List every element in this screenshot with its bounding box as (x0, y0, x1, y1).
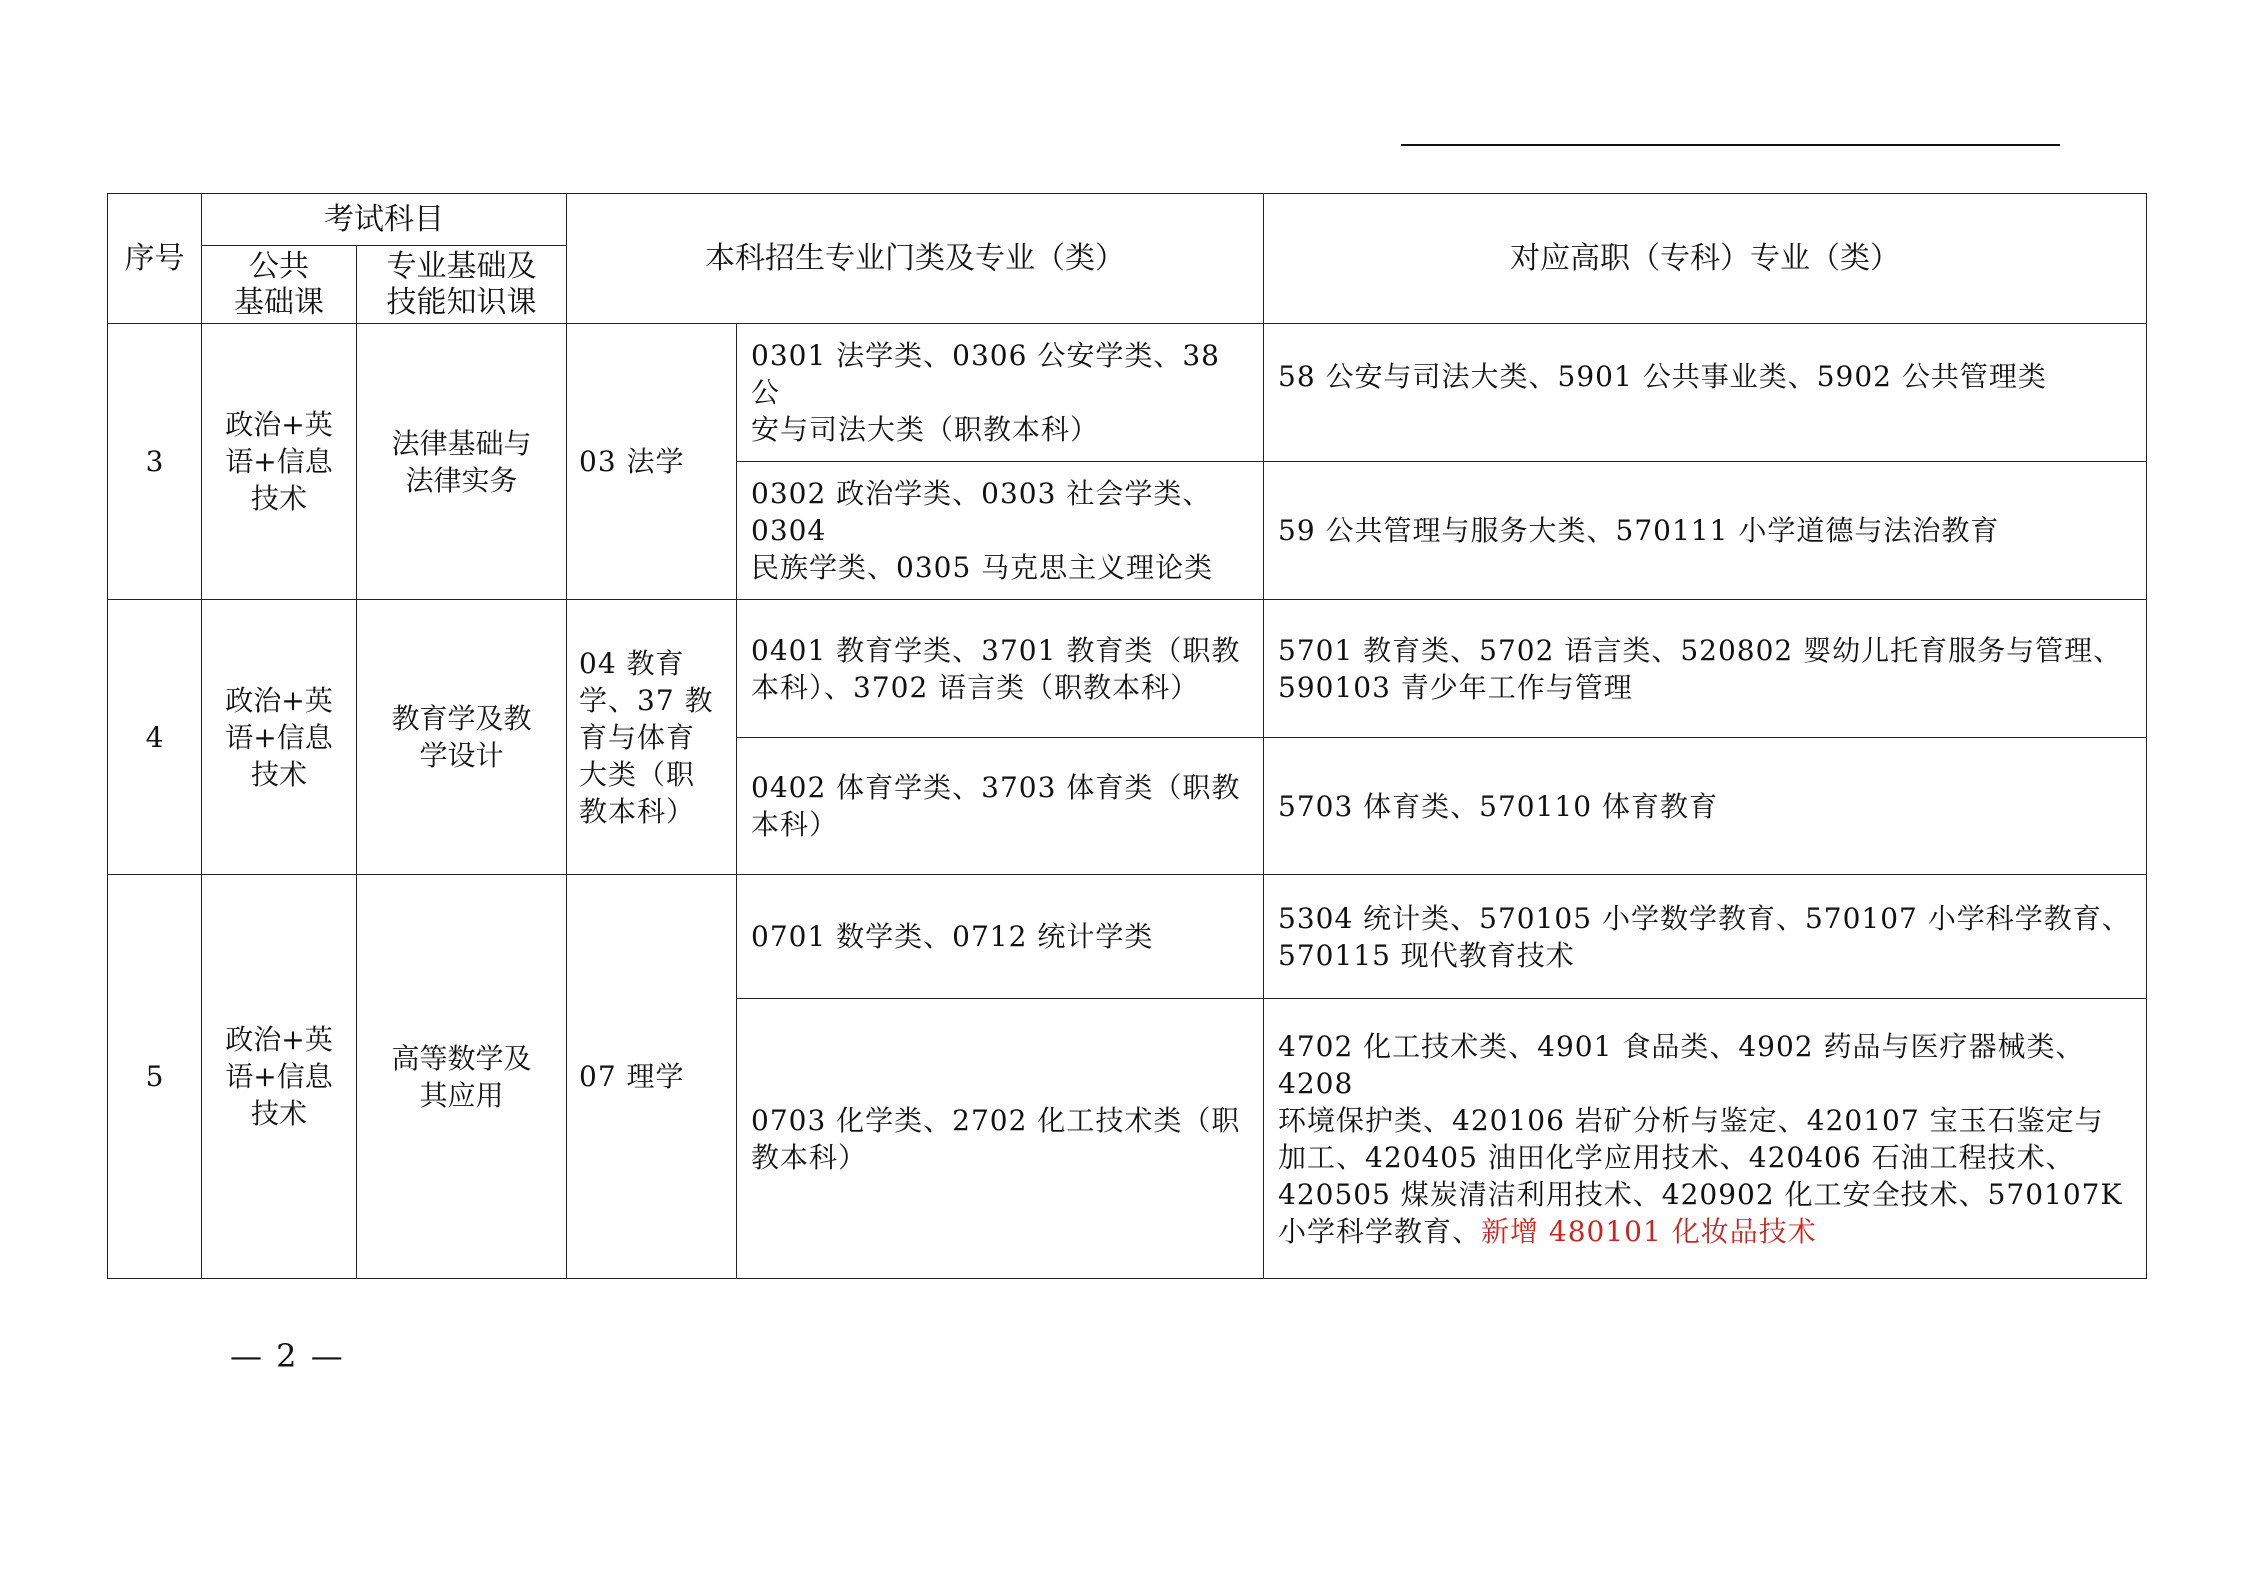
text-line: 本科）、3702 语言类（职教本科） (751, 670, 1200, 704)
row-major (737, 324, 1264, 462)
header-prof-line: 技能知识课 (386, 284, 537, 320)
row-public-course (202, 324, 357, 600)
text-line: 590103 青少年工作与管理 (1278, 670, 1633, 704)
text-line: 法律实务 (405, 463, 518, 497)
row-major (737, 875, 1264, 999)
text-line: 0701 数学类、0712 统计学类 (751, 920, 1154, 953)
row-vocational (1264, 600, 2147, 738)
text-line: 59 公共管理与服务大类、570111 小学道德与法治教育 (1278, 514, 2000, 547)
text-line: 0401 教育学类、3701 教育类（职教 (751, 633, 1241, 667)
row-public-course (202, 600, 357, 875)
admissions-table (107, 193, 2147, 1279)
text-line: 高等数学及 (391, 1041, 532, 1075)
text-line: 0301 法学类、0306 公安学类、38 公 (751, 339, 1220, 409)
text-line: 技术 (250, 482, 307, 515)
row-vocational (1264, 875, 2147, 999)
header-seq: 序号 (108, 194, 202, 324)
text-line: 4702 化工技术类、4901 食品类、4902 药品与医疗器械类、4208 (1278, 1029, 2085, 1100)
text-line: 5703 体育类、570110 体育教育 (1278, 789, 1718, 823)
row-seq: 5 (108, 875, 202, 1279)
text-line: 5701 教育类、5702 语言类、520802 婴幼儿托育服务与管理、 (1278, 633, 2123, 667)
header-public-line: 基础课 (234, 284, 324, 320)
text-line: 政治+英 (225, 1023, 333, 1056)
row-vocational (1264, 324, 2147, 462)
header-public-line: 公共 (249, 248, 309, 284)
text-line: 5304 统计类、570105 小学数学教育、570107 小学科学教育、 (1278, 901, 2131, 935)
text-line: 0703 化学类、2702 化工技术类（职 (751, 1103, 1241, 1137)
row-prof-course (357, 324, 567, 600)
text-line: 0302 政治学类、0303 社会学类、0304 (751, 477, 1212, 547)
row-vocational (1264, 999, 2147, 1279)
text-line: 其应用 (419, 1078, 504, 1112)
text-line: 学、37 教 (579, 683, 714, 717)
text-line: 570115 现代教育技术 (1278, 938, 1575, 972)
text-line: 03 法学 (579, 445, 685, 478)
text-line: 420505 煤炭清洁利用技术、420902 化工安全技术、570107K (1278, 1177, 2123, 1211)
text-line: 0402 体育学类、3703 体育类（职教 (751, 771, 1241, 804)
top-rule (1401, 144, 2060, 146)
text-line: 58 公安与司法大类、5901 公共事业类、5902 公共管理类 (1278, 360, 2047, 393)
text-line: 环境保护类、420106 岩矿分析与鉴定、420107 宝玉石鉴定与 (1278, 1103, 2104, 1137)
header-exam-subjects: 考试科目 (202, 194, 567, 246)
text-line: 04 教育 (579, 646, 685, 680)
text-fragment: 小学科学教育、 (1278, 1214, 1482, 1248)
text-line: 技术 (250, 1097, 307, 1130)
row-seq: 3 (108, 324, 202, 600)
row-major (737, 999, 1264, 1279)
header-prof-course (357, 246, 567, 324)
row-vocational (1264, 462, 2147, 600)
row-vocational (1264, 738, 2147, 875)
text-line: 教本科） (751, 1140, 868, 1174)
row-seq: 4 (108, 600, 202, 875)
header-public-course (202, 246, 357, 324)
row-category (567, 324, 737, 600)
text-line: 07 理学 (579, 1060, 685, 1093)
header-undergrad: 本科招生专业门类及专业（类） (567, 194, 1264, 324)
text-line: 加工、420405 油田化学应用技术、420406 石油工程技术、 (1278, 1140, 2075, 1174)
text-line: 大类（职 (579, 757, 696, 791)
text-line: 技术 (250, 757, 307, 791)
row-major (737, 462, 1264, 600)
row-major (737, 738, 1264, 875)
text-line: 语+信息 (225, 445, 333, 478)
page-number: — 2 — (230, 1337, 345, 1375)
header-prof-line: 专业基础及 (386, 248, 537, 284)
text-line: 教育学及教 (391, 702, 532, 735)
text-line: 政治+英 (225, 408, 333, 441)
row-category (567, 600, 737, 875)
text-line: 语+信息 (225, 720, 333, 754)
text-line: 教本科） (579, 794, 696, 828)
text-line: 学设计 (419, 739, 504, 772)
text-line: 民族学类、0305 马克思主义理论类 (751, 551, 1214, 584)
text-line: 本科） (751, 808, 839, 841)
new-addition-highlight: 新增 480101 化妆品技术 (1481, 1214, 1817, 1248)
row-prof-course (357, 875, 567, 1279)
text-line: 安与司法大类（职教本科） (751, 413, 1100, 446)
row-major (737, 600, 1264, 738)
text-line (1278, 1213, 2132, 1250)
text-line: 语+信息 (225, 1060, 333, 1093)
text-line: 政治+英 (225, 683, 333, 717)
row-prof-course (357, 600, 567, 875)
text-line: 法律基础与 (391, 426, 532, 460)
header-vocational: 对应高职（专科）专业（类） (1264, 194, 2147, 324)
row-public-course (202, 875, 357, 1279)
row-category (567, 875, 737, 1279)
text-line: 育与体育 (579, 720, 696, 754)
